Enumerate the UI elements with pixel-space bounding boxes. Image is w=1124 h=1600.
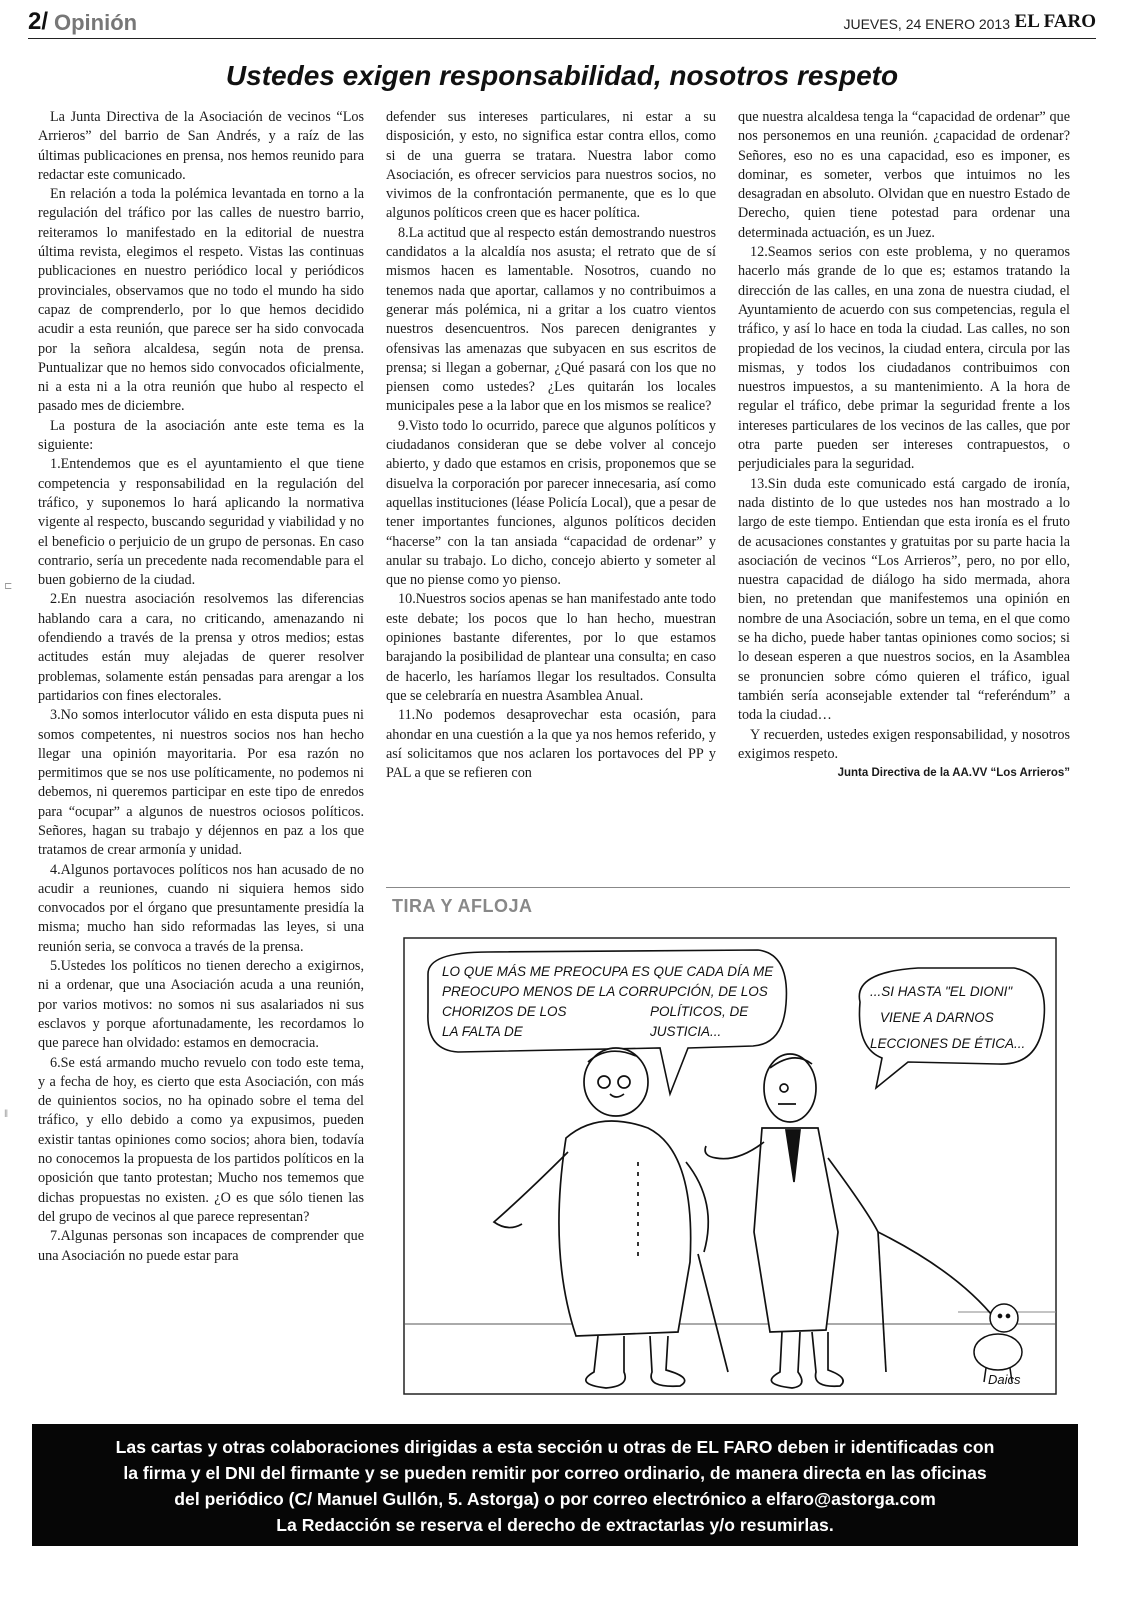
bubble-left-line: JUSTICIA...	[650, 1024, 722, 1039]
paragraph: 7.Algunas personas son incapaces de comprender que una Asociación no puede estar para	[38, 1228, 364, 1264]
paragraph: defender sus intereses particulares, ni estar a su disposición, y esto, no significa estar contra ellos, como si de una guerra se tratara. Nuestra labor como Asociación, es ofrecer servicios para nuestros socios, no vivimos de la confrontación permanente, que es lo que algunos políticos creen que es hacer política.	[386, 109, 716, 222]
left-figure	[494, 1048, 728, 1388]
crop-mark: ⊏	[4, 581, 13, 592]
article-column-3	[738, 108, 1070, 783]
bubble-left-line: POLÍTICOS, DE	[650, 1004, 749, 1019]
paragraph: que nuestra alcaldesa tenga la “capacidad de ordenar” que nos personemos en una reunión. ¿capacidad de ordenar? Señores, eso no es una capacidad, eso es imponer, es dominar, es someter, verbos que intuimos no les desagradan en absoluto. Olvidan que en nuestro Estado de Derecho, quien tiene potestad para ordenar una determinada actuación, es un Juez.	[738, 109, 1070, 241]
issue-date: JUEVES, 24 ENERO 2013	[843, 16, 1010, 32]
paragraph: 6.Se está armando mucho revuelo con todo este tema, y a fecha de hoy, es cierto que esta Asociación, con más de quinientos socios, no ha opinado sobre el tema del tráfico, y ello debido a como ya expusimos, pueden existir tantas opiniones como socios; ahora bien, todavía no conocemos la propuesta de los partidos políticos en la oposición que tanto protestan; Mucho nos tememos que dichas propuestas no existen. ¿O es que sólo tienen las del grupo de vecinos al que parece representan?	[38, 1054, 364, 1225]
section-name: Opinión	[54, 10, 138, 35]
paragraph: 12.Seamos serios con este problema, y no queramos hacerlo más grande de lo que es; estamos tratando la dirección de las calles, en una zona de nuestra ciudad, el Ayuntamiento de acuerdo con sus competencias, regula el tráfico, y así lo hace en toda la ciudad. Las calles, no son propiedad de los vecinos, la ciudad entera, circula por las mismas, y todos los ciudadanos contribuimos con nuestros impuestos, a su mantenimiento. A la hora de regular el tráfico, debe primar la seguridad frente a los intereses particulares de los vecinos de las calles, que por otra parte pueden ser intereses contrapuestos, o perjudiciales para la seguridad.	[738, 244, 1070, 473]
notice-line: del periódico (C/ Manuel Gullón, 5. Astorga) o por correo electrónico a elfaro@astorga.com	[174, 1489, 936, 1509]
artist-signature: Daics	[988, 1372, 1021, 1387]
article-column-2	[386, 108, 716, 783]
paragraph: 4.Algunos portavoces políticos nos han acusado de no acudir a reuniones, cuando ni siquiera hemos sido convocados por el órgano que presuntamente presidía la misma; mucho han sido reformadas las leyes, si una reunión seria, se convoca a través de la prensa.	[38, 861, 364, 955]
bubble-right-line: VIENE A DARNOS	[880, 1010, 994, 1025]
page-header	[28, 8, 1096, 39]
bubble-left-line: PREOCUPO MENOS DE LA CORRUPCIÓN, DE LOS	[442, 984, 768, 999]
bubble-left-line: LO QUE MÁS ME PREOCUPA ES QUE CADA DÍA ME	[442, 964, 774, 979]
paragraph: 5.Ustedes los políticos no tienen derecho a exigirnos, ni a ordenar, que una Asociación acuda a una reunión, por varios motivos: no somos ni sus asalariados ni sus esclavos y porque afortunadamente, les recordamos lo que parece han olvidado: estamos en democracia.	[38, 958, 364, 1052]
paragraph: La Junta Directiva de la Asociación de vecinos “Los Arrieros” del barrio de San Andrés, y a raíz de las últimas publicaciones en prensa, nos hemos reunido para redactar este comunicado.	[38, 109, 364, 183]
paragraph: 1.Entendemos que es el ayuntamiento el que tiene competencia y responsabilidad en la regulación del tráfico, y suponemos lo hará aplicando la normativa vigente al respecto, buscando seguridad y viabilidad y no el beneficio o perjuicio de un grupo de personas. En caso contrario, sería un precedente nada recomendable para el buen gobierno de la ciudad.	[38, 456, 364, 589]
paragraph: Y recuerden, ustedes exigen responsabilidad, y nosotros exigimos respeto.	[738, 726, 1070, 762]
bubble-left-line: LA FALTA DE	[442, 1024, 523, 1039]
section-divider	[386, 887, 1070, 888]
paragraph: 8.La actitud que al respecto están demostrando nuestros candidatos a la alcaldía nos asusta; el retrato que de sí mismos hacen es lamentable. Nosotros, cuando no tenemos nada que aportar, callamos y no contribuimos a generar más polémica, ni a gritar a los cuatro vientos nuestros desencuentros. Nos parecen denigrantes y ofensivas las amenazas que subyacen en sus escritos de prensa; si llegan a gobernar, ¿Qué pasará con los que no piensen como ustedes? ¿Les quitarán los locales municipales pese a la labor que en los mismos se realice?	[386, 224, 716, 415]
dog	[974, 1304, 1022, 1382]
paragraph: 10.Nuestros socios apenas se han manifestado ante todo este debate; los pocos que lo han hecho, muestran opiniones bastante diferentes, por lo que estamos barajando la posibilidad de plantear una consulta; en caso de hacerlo, les haríamos llegar los resultados. Consulta que se celebraría en nuestra Asamblea Anual.	[386, 591, 716, 704]
cartoon-section-title: TIRA Y AFLOJA	[392, 896, 533, 916]
page-number: 2/	[28, 8, 49, 35]
notice-line: la firma y el DNI del firmante y se pueden remitir por correo ordinario, de manera directa en las oficinas	[123, 1463, 987, 1483]
article-column-1	[38, 108, 364, 1266]
bubble-right-line: LECCIONES DE ÉTICA...	[870, 1036, 1026, 1051]
notice-line: La Redacción se reserva el derecho de extractarlas y/o resumirlas.	[276, 1515, 834, 1535]
paragraph: 9.Visto todo lo ocurrido, parece que algunos políticos y ciudadanos consideran que se debe volver al concejo abierto, y dado que estamos en crisis, proponemos que se disuelva la corporación por parecer innecesaria, así como aquellas instituciones (léase Policía Local), que a pesar de tener importantes funciones, algunos políticos deciden “hacerse” con la tan ansiada “capacidad de ordenar” y anular su trabajo. Lo dicho, concejo abierto y someter al que no piense como yo pienso.	[386, 417, 716, 589]
right-figure	[705, 1054, 996, 1388]
paragraph: La postura de la asociación ante este tema es la siguiente:	[38, 417, 364, 454]
bubble-left-line: CHORIZOS DE LOS	[442, 1004, 567, 1019]
newspaper-name: EL FARO	[1014, 11, 1096, 32]
paragraph: 3.No somos interlocutor válido en esta disputa pues ni somos competentes, ni nuestros socios nos han hecho llegar una opinión mayoritaria. Por esa razón no permitimos que se nos use políticamente, no podemos ni debemos, ni queremos participar en este tipo de enredos para “ocupar” a algunos de nuestros ociosos políticos. Señores, hagan su trabajo y déjennos en paz a los que tratamos de crear armonía y unidad.	[38, 707, 364, 859]
article-signature: Junta Directiva de la AA.VV “Los Arrieros”	[837, 767, 1070, 780]
cartoon-illustration	[398, 932, 1062, 1402]
paragraph: 2.En nuestra asociación resolvemos las diferencias hablando cara a cara, no criticando, amenazando ni ofendiendo a través de la prensa y otros medios; estas actitudes están muy alejadas de querer resolver problemas, solamente están pensadas para arengar a los partidarios con fines electorales.	[38, 591, 364, 704]
paragraph: En relación a toda la polémica levantada en torno a la regulación del tráfico por las calles de nuestro barrio, reiteramos lo manifestado en la editorial de nuestra última revista, elegimos el respeto. Vistas las continuas publicaciones en nuestro periódico local y periódicos provinciales, observamos que no todo el mundo ha sido capaz de comprenderlo, por lo que hemos decidido acudir a esta reunión, que parece ser ha sido convocada por la señora alcaldesa, según nota de prensa. Puntualizar que no hemos sido convocados oficialmente, ni a esta ni a la otra reunión que hubo al respecto el pasado mes de diciembre.	[38, 186, 364, 415]
paragraph: 11.No podemos desaprovechar esta ocasión, para ahondar en una cuestión a la que ya nos hemos referido, y así solicitamos que nos aclaren los portavoces del PP y PAL a que se refieren con	[386, 707, 716, 782]
bubble-right-line: ...SI HASTA "EL DIONI"	[870, 984, 1013, 999]
submission-notice	[32, 1424, 1078, 1546]
notice-line: Las cartas y otras colaboraciones dirigidas a esta sección u otras de EL FARO deben ir identificadas con	[115, 1437, 995, 1457]
crop-mark: ‖	[4, 1109, 9, 1120]
article-headline: Ustedes exigen responsabilidad, nosotros respeto	[225, 60, 899, 91]
paragraph: 13.Sin duda este comunicado está cargado de ironía, nada distinto de lo que ustedes nos han mostrado a lo largo de este tiempo. Entiendan que esta ironía es el fruto de acusaciones constantes y gratuitas por su parte hacia la asociación de vecinos “Los Arrieros”, pero, no por ello, nuestra capacidad de diálogo ha sido mermada, ahora bien, no pretendan que manifestemos una opinión en nombre de una Asociación, sobre un tema, en el que como se ha dicho, puede haber tantas opiniones como socios; si lo desean esperen a que nuestros socios, en la Asamblea se pronuncien sobre cómo quieren el tráfico, igual también sería aconsejable extender tal “referéndum” a toda la ciudad…	[738, 475, 1070, 724]
